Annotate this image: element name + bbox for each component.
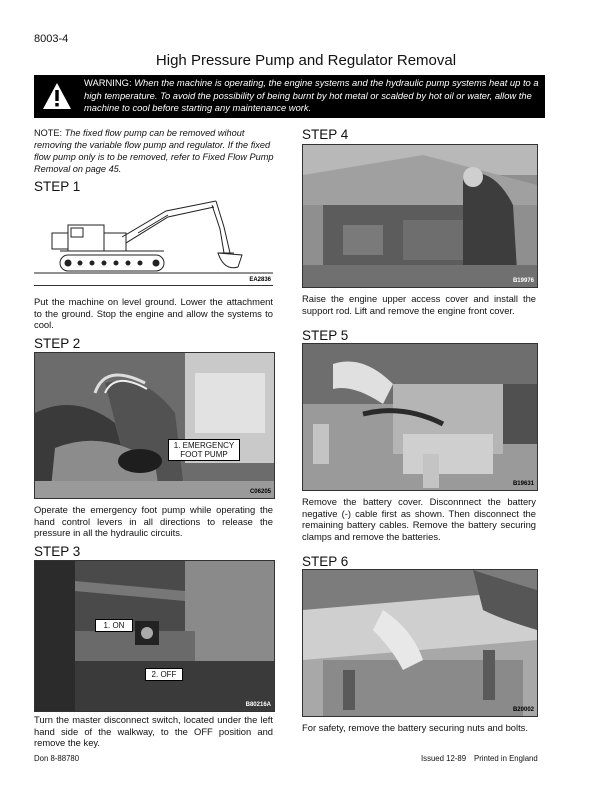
step-2-caption: Operate the emergency foot pump while operating the hand control levers in all directions to release the pressure in all the hydraulic circuits. [34,504,273,539]
footer-doc-number: Don 8-88780 [34,754,80,763]
step-1-image [34,197,273,286]
step-3-image-code: B80216A [245,702,271,708]
step-5-photo [302,343,538,491]
warning-body: When the machine is operating, the engine systems and the hydraulic pump systems heat up to a high temperature. To avoid the possibility of being burnt by hot metal or scalded by hot oil or water, allow the machine to cool before starting any maintenance work. [84,77,539,113]
warning-text [84,77,539,115]
step-3-heading: STEP 3 [34,544,81,559]
step-2-photo [34,352,275,499]
warning-triangle-icon [42,82,72,110]
step-4-caption: Raise the engine upper access cover and install the support rod. Lift and remove the engine front cover. [302,293,536,316]
step-5-heading: STEP 5 [302,328,349,343]
step-6-caption: For safety, remove the battery securing nuts and bolts. [302,722,528,733]
step-3-caption: Turn the master disconnect switch, located under the left hand side of the walkway, to the OFF position and remove the key. [34,714,273,749]
step-6-photo [302,569,538,717]
step-6-heading: STEP 6 [302,554,349,569]
step-3-photo [34,560,275,712]
warning-banner [34,75,545,118]
step-2-image-code: C06205 [249,489,271,495]
step-4-photo [302,144,538,288]
footer-issued: Issued 12-89 [421,754,467,763]
step-5-caption: Remove the battery cover. Disconnnect the battery negative (-) cable first as shown. Then disconnect the remaining battery cables. Remove the battery securing clamps and remove the batteries. [302,496,536,543]
step-3-callout-on: 1. ON [95,619,133,632]
engine-cover-photo [303,145,537,287]
step-4-heading: STEP 4 [302,127,349,142]
note-label: NOTE: [34,128,63,138]
note [34,127,284,175]
step-3-callout-off: 2. OFF [145,668,183,681]
step-2-callout: 1. EMERGENCY FOOT PUMP [168,439,240,461]
battery-photo [303,344,537,490]
excavator-illustration [34,197,273,285]
operator-cab-photo [35,353,274,498]
step-2-heading: STEP 2 [34,336,81,351]
step-1-image-code: EA2836 [249,277,271,283]
step-6-image-code: B20002 [512,707,534,713]
step-5-image-code: B19631 [512,481,534,487]
step-4-image-code: B19976 [512,278,534,284]
footer-printed: Printed in England [474,754,538,763]
step-1-heading: STEP 1 [34,179,81,194]
page-title: High Pressure Pump and Regulator Removal [155,52,457,69]
step-1-caption: Put the machine on level ground. Lower the attachment to the ground. Stop the engine and allow the systems to cool. [34,296,273,331]
disconnect-switch-photo [35,561,274,711]
page-number: 8003-4 [34,33,69,45]
note-body: The fixed flow pump can be removed wihout removing the variable flow pump and regulator. If the fixed flow pump only is to be removed, refer to Fixed Flow Pump Removal on page 45. [34,128,274,174]
battery-bolts-photo [303,570,537,716]
warning-label: WARNING: [84,77,132,88]
